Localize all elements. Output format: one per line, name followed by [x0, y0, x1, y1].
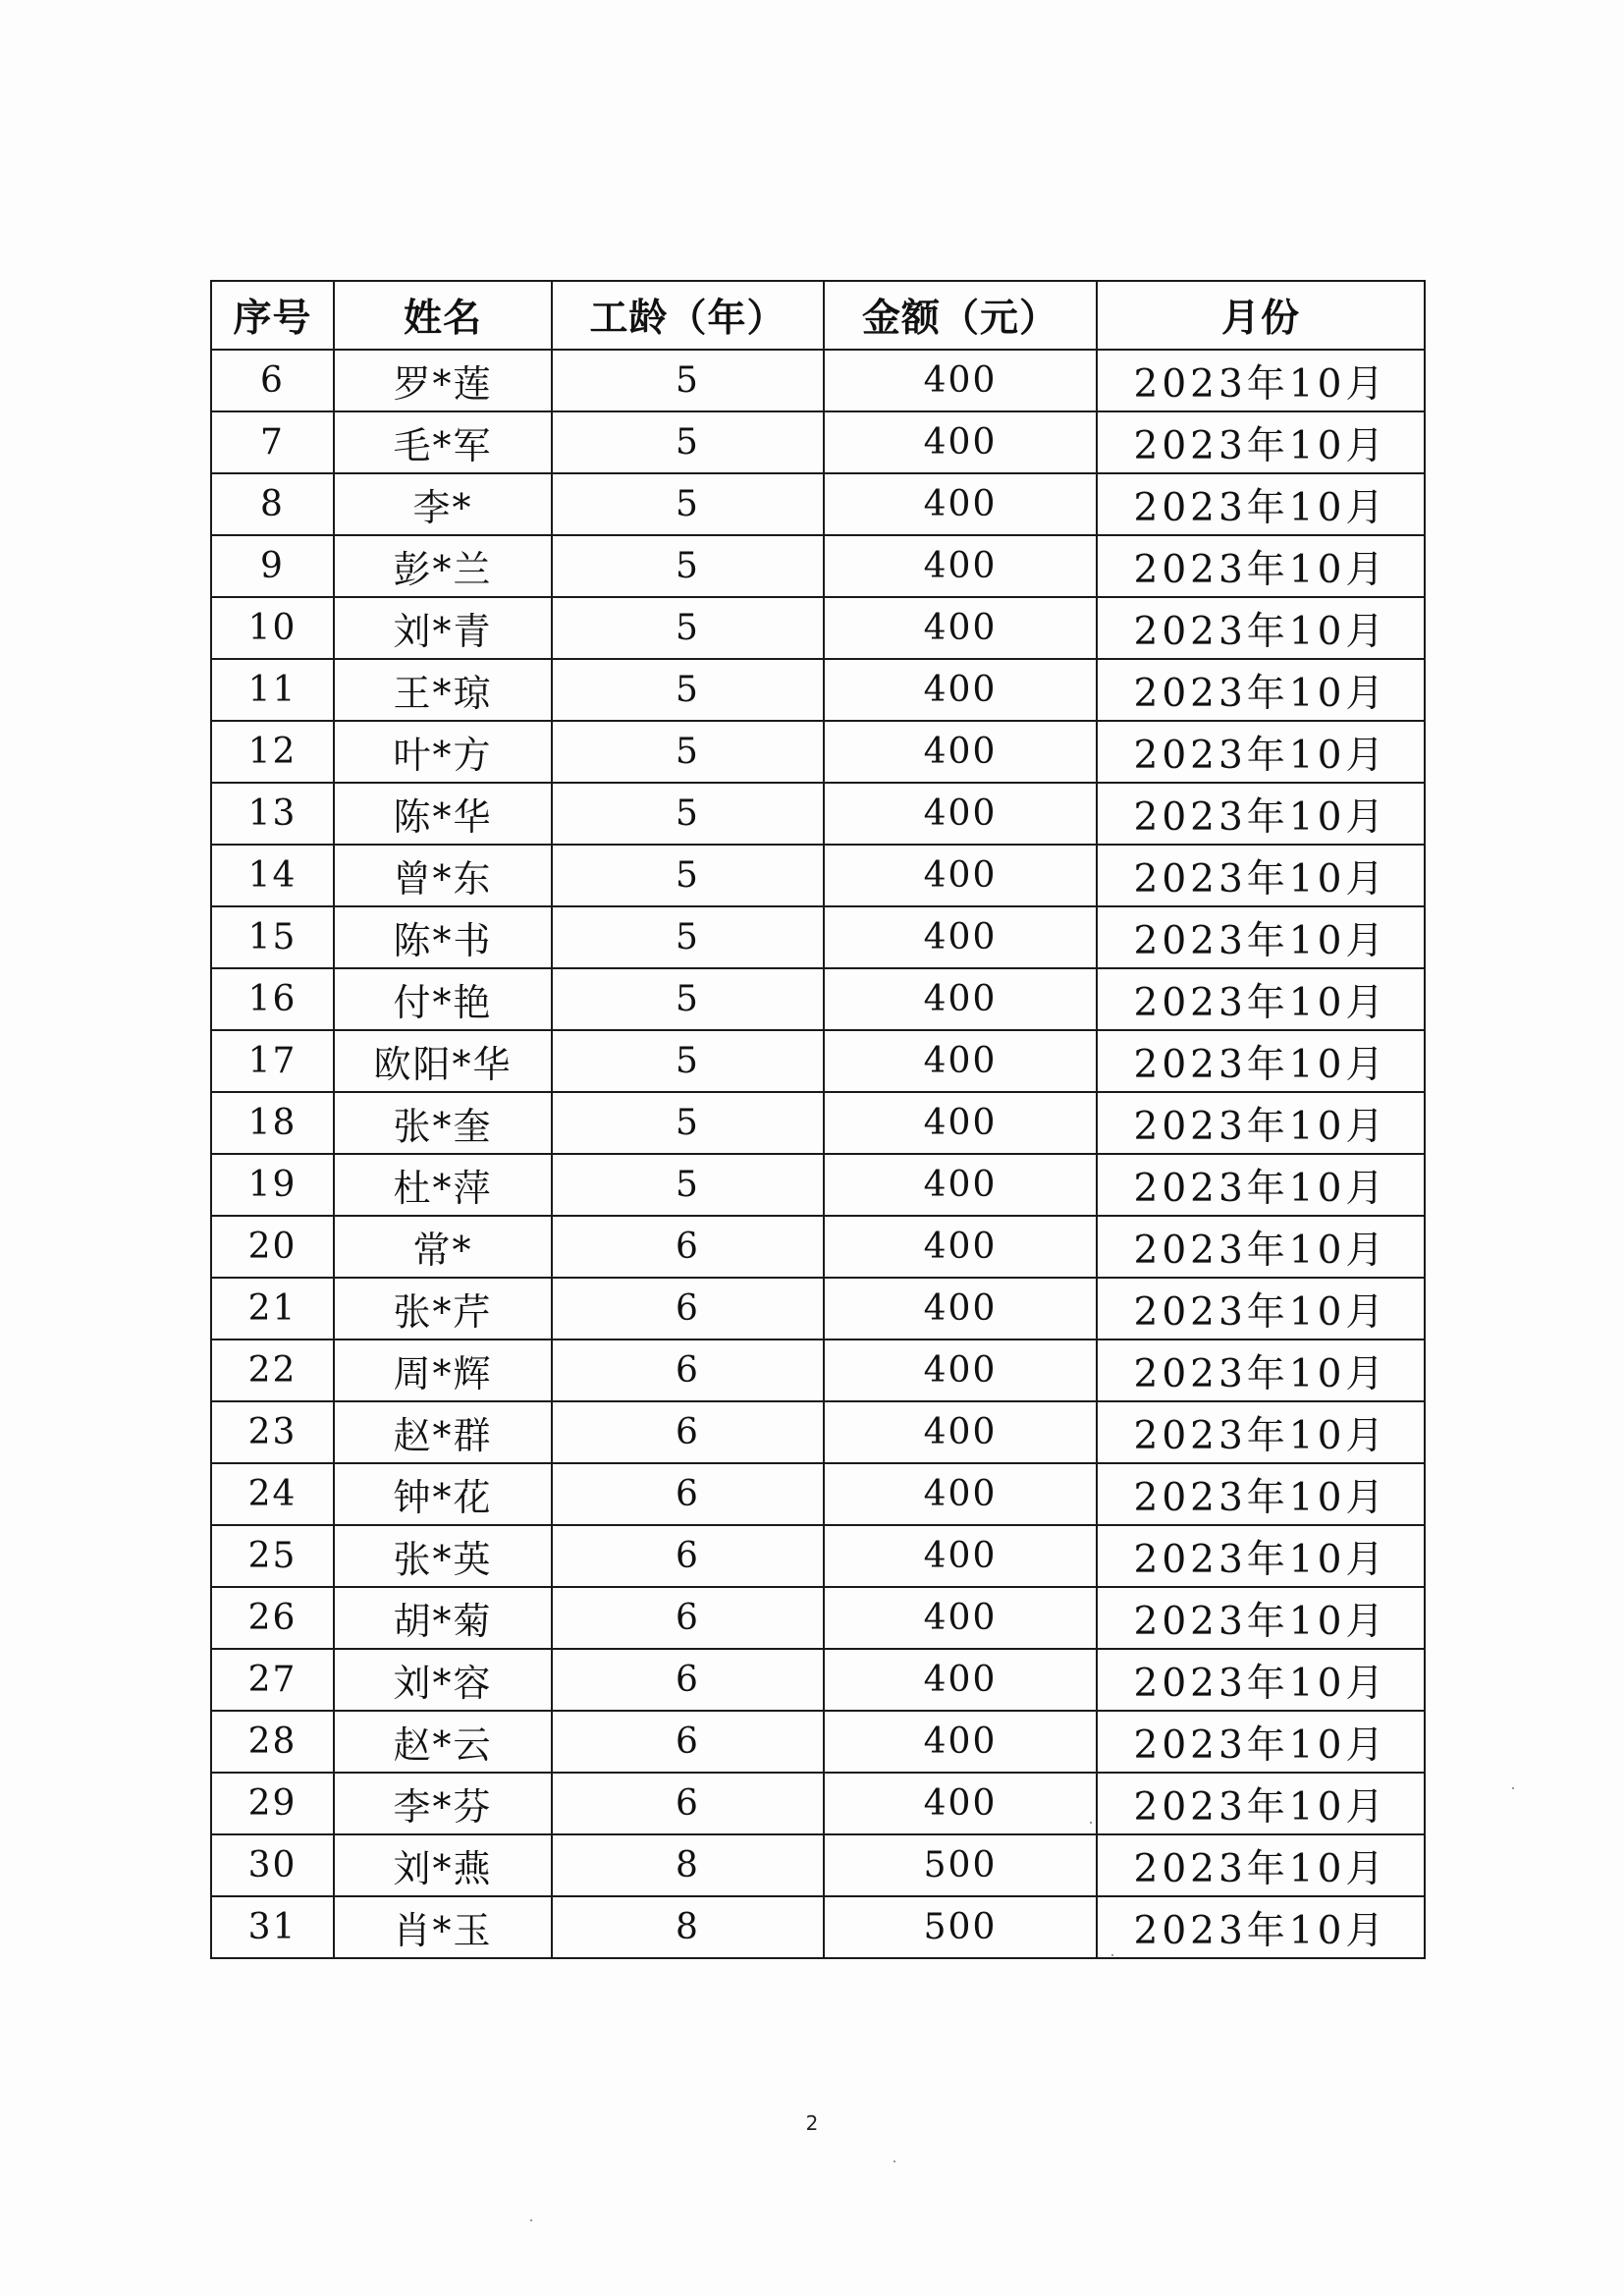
cell-years-of-service: 6	[552, 1401, 824, 1463]
cell-name: 刘*青	[334, 597, 552, 659]
cell-serial-number: 13	[211, 783, 334, 845]
cell-name: 常*	[334, 1216, 552, 1278]
cell-month: 2023年10月	[1097, 597, 1425, 659]
cell-name: 张*芹	[334, 1278, 552, 1339]
cell-years-of-service: 6	[552, 1587, 824, 1649]
cell-month: 2023年10月	[1097, 721, 1425, 783]
table-row	[211, 906, 1425, 968]
cell-serial-number: 27	[211, 1649, 334, 1711]
cell-years-of-service: 5	[552, 845, 824, 906]
table-row	[211, 1587, 1425, 1649]
cell-amount: 400	[824, 350, 1097, 411]
cell-serial-number: 7	[211, 411, 334, 473]
cell-serial-number: 14	[211, 845, 334, 906]
cell-years-of-service: 8	[552, 1896, 824, 1958]
cell-amount: 400	[824, 906, 1097, 968]
cell-serial-number: 18	[211, 1092, 334, 1154]
cell-month: 2023年10月	[1097, 1649, 1425, 1711]
cell-amount: 400	[824, 1030, 1097, 1092]
cell-amount: 400	[824, 721, 1097, 783]
cell-serial-number: 16	[211, 968, 334, 1030]
cell-name: 曾*东	[334, 845, 552, 906]
table-body	[211, 350, 1425, 1958]
cell-name: 杜*萍	[334, 1154, 552, 1216]
scan-speck	[1090, 1822, 1092, 1824]
scan-speck	[1111, 1954, 1113, 1956]
cell-amount: 400	[824, 968, 1097, 1030]
scan-speck	[1512, 1787, 1514, 1789]
cell-name: 欧阳*华	[334, 1030, 552, 1092]
header-row	[211, 281, 1425, 350]
cell-month: 2023年10月	[1097, 535, 1425, 597]
cell-name: 赵*群	[334, 1401, 552, 1463]
cell-name: 赵*云	[334, 1711, 552, 1773]
cell-years-of-service: 6	[552, 1773, 824, 1834]
cell-month: 2023年10月	[1097, 1773, 1425, 1834]
cell-serial-number: 29	[211, 1773, 334, 1834]
cell-serial-number: 31	[211, 1896, 334, 1958]
table-row	[211, 845, 1425, 906]
scan-speck	[893, 2160, 895, 2162]
header-amount: 金额（元）	[824, 281, 1097, 350]
cell-serial-number: 23	[211, 1401, 334, 1463]
cell-month: 2023年10月	[1097, 968, 1425, 1030]
cell-name: 付*艳	[334, 968, 552, 1030]
table-row	[211, 1773, 1425, 1834]
table-row	[211, 783, 1425, 845]
table-row	[211, 1401, 1425, 1463]
cell-name: 张*奎	[334, 1092, 552, 1154]
table-row	[211, 1339, 1425, 1401]
cell-name: 张*英	[334, 1525, 552, 1587]
cell-serial-number: 11	[211, 659, 334, 721]
cell-serial-number: 10	[211, 597, 334, 659]
table-row	[211, 473, 1425, 535]
cell-month: 2023年10月	[1097, 1711, 1425, 1773]
table-row	[211, 1649, 1425, 1711]
table-row	[211, 1896, 1425, 1958]
cell-amount: 400	[824, 1649, 1097, 1711]
cell-name: 陈*华	[334, 783, 552, 845]
cell-years-of-service: 5	[552, 535, 824, 597]
cell-serial-number: 20	[211, 1216, 334, 1278]
cell-years-of-service: 5	[552, 473, 824, 535]
cell-years-of-service: 5	[552, 783, 824, 845]
cell-month: 2023年10月	[1097, 906, 1425, 968]
table-row	[211, 659, 1425, 721]
cell-amount: 400	[824, 1401, 1097, 1463]
cell-month: 2023年10月	[1097, 1216, 1425, 1278]
cell-serial-number: 19	[211, 1154, 334, 1216]
table-header	[211, 281, 1425, 350]
cell-month: 2023年10月	[1097, 783, 1425, 845]
cell-amount: 500	[824, 1834, 1097, 1896]
cell-years-of-service: 5	[552, 1092, 824, 1154]
cell-years-of-service: 5	[552, 597, 824, 659]
cell-serial-number: 8	[211, 473, 334, 535]
cell-month: 2023年10月	[1097, 1896, 1425, 1958]
table-row	[211, 1278, 1425, 1339]
table-row	[211, 1154, 1425, 1216]
cell-month: 2023年10月	[1097, 1834, 1425, 1896]
cell-month: 2023年10月	[1097, 659, 1425, 721]
table-row	[211, 1030, 1425, 1092]
cell-month: 2023年10月	[1097, 411, 1425, 473]
cell-years-of-service: 5	[552, 968, 824, 1030]
table-row	[211, 350, 1425, 411]
cell-amount: 400	[824, 1463, 1097, 1525]
cell-month: 2023年10月	[1097, 1463, 1425, 1525]
table-row	[211, 968, 1425, 1030]
cell-years-of-service: 5	[552, 721, 824, 783]
cell-month: 2023年10月	[1097, 1339, 1425, 1401]
cell-serial-number: 30	[211, 1834, 334, 1896]
cell-serial-number: 21	[211, 1278, 334, 1339]
cell-years-of-service: 6	[552, 1216, 824, 1278]
cell-name: 周*辉	[334, 1339, 552, 1401]
cell-years-of-service: 6	[552, 1278, 824, 1339]
table-row	[211, 721, 1425, 783]
cell-serial-number: 9	[211, 535, 334, 597]
cell-name: 李*	[334, 473, 552, 535]
table-row	[211, 1834, 1425, 1896]
cell-years-of-service: 6	[552, 1463, 824, 1525]
table-row	[211, 1711, 1425, 1773]
cell-serial-number: 24	[211, 1463, 334, 1525]
cell-month: 2023年10月	[1097, 1587, 1425, 1649]
cell-amount: 400	[824, 783, 1097, 845]
cell-name: 李*芬	[334, 1773, 552, 1834]
cell-month: 2023年10月	[1097, 1030, 1425, 1092]
cell-serial-number: 17	[211, 1030, 334, 1092]
table-row	[211, 1092, 1425, 1154]
cell-name: 刘*容	[334, 1649, 552, 1711]
cell-years-of-service: 6	[552, 1711, 824, 1773]
cell-amount: 500	[824, 1896, 1097, 1958]
cell-years-of-service: 5	[552, 350, 824, 411]
page-number: 2	[805, 2111, 819, 2135]
header-name: 姓名	[334, 281, 552, 350]
cell-name: 毛*军	[334, 411, 552, 473]
cell-amount: 400	[824, 845, 1097, 906]
header-serial-number: 序号	[211, 281, 334, 350]
cell-serial-number: 12	[211, 721, 334, 783]
cell-serial-number: 6	[211, 350, 334, 411]
cell-years-of-service: 6	[552, 1649, 824, 1711]
table-row	[211, 535, 1425, 597]
header-years-of-service: 工龄（年）	[552, 281, 824, 350]
cell-serial-number: 26	[211, 1587, 334, 1649]
cell-month: 2023年10月	[1097, 1092, 1425, 1154]
cell-name: 彭*兰	[334, 535, 552, 597]
cell-years-of-service: 5	[552, 659, 824, 721]
cell-amount: 400	[824, 473, 1097, 535]
table-row	[211, 1525, 1425, 1587]
subsidy-roster-table	[210, 280, 1426, 1959]
header-month: 月份	[1097, 281, 1425, 350]
cell-month: 2023年10月	[1097, 845, 1425, 906]
cell-serial-number: 28	[211, 1711, 334, 1773]
cell-name: 叶*方	[334, 721, 552, 783]
cell-serial-number: 25	[211, 1525, 334, 1587]
cell-years-of-service: 6	[552, 1525, 824, 1587]
cell-month: 2023年10月	[1097, 350, 1425, 411]
cell-month: 2023年10月	[1097, 1401, 1425, 1463]
cell-amount: 400	[824, 411, 1097, 473]
cell-amount: 400	[824, 1339, 1097, 1401]
cell-years-of-service: 6	[552, 1339, 824, 1401]
cell-years-of-service: 5	[552, 411, 824, 473]
table-row	[211, 1216, 1425, 1278]
cell-amount: 400	[824, 597, 1097, 659]
cell-years-of-service: 8	[552, 1834, 824, 1896]
cell-month: 2023年10月	[1097, 1525, 1425, 1587]
cell-amount: 400	[824, 1525, 1097, 1587]
cell-years-of-service: 5	[552, 906, 824, 968]
cell-name: 钟*花	[334, 1463, 552, 1525]
cell-years-of-service: 5	[552, 1030, 824, 1092]
cell-amount: 400	[824, 1587, 1097, 1649]
cell-amount: 400	[824, 1216, 1097, 1278]
cell-amount: 400	[824, 1711, 1097, 1773]
cell-amount: 400	[824, 1278, 1097, 1339]
cell-name: 王*琼	[334, 659, 552, 721]
cell-years-of-service: 5	[552, 1154, 824, 1216]
cell-name: 罗*莲	[334, 350, 552, 411]
cell-month: 2023年10月	[1097, 1154, 1425, 1216]
cell-amount: 400	[824, 1154, 1097, 1216]
cell-amount: 400	[824, 659, 1097, 721]
cell-name: 刘*燕	[334, 1834, 552, 1896]
cell-name: 陈*书	[334, 906, 552, 968]
table-row	[211, 1463, 1425, 1525]
cell-month: 2023年10月	[1097, 473, 1425, 535]
cell-serial-number: 22	[211, 1339, 334, 1401]
table-row	[211, 411, 1425, 473]
cell-month: 2023年10月	[1097, 1278, 1425, 1339]
cell-name: 肖*玉	[334, 1896, 552, 1958]
cell-amount: 400	[824, 1092, 1097, 1154]
cell-name: 胡*菊	[334, 1587, 552, 1649]
table-row	[211, 597, 1425, 659]
scan-speck	[530, 2219, 532, 2221]
cell-amount: 400	[824, 535, 1097, 597]
cell-amount: 400	[824, 1773, 1097, 1834]
cell-serial-number: 15	[211, 906, 334, 968]
